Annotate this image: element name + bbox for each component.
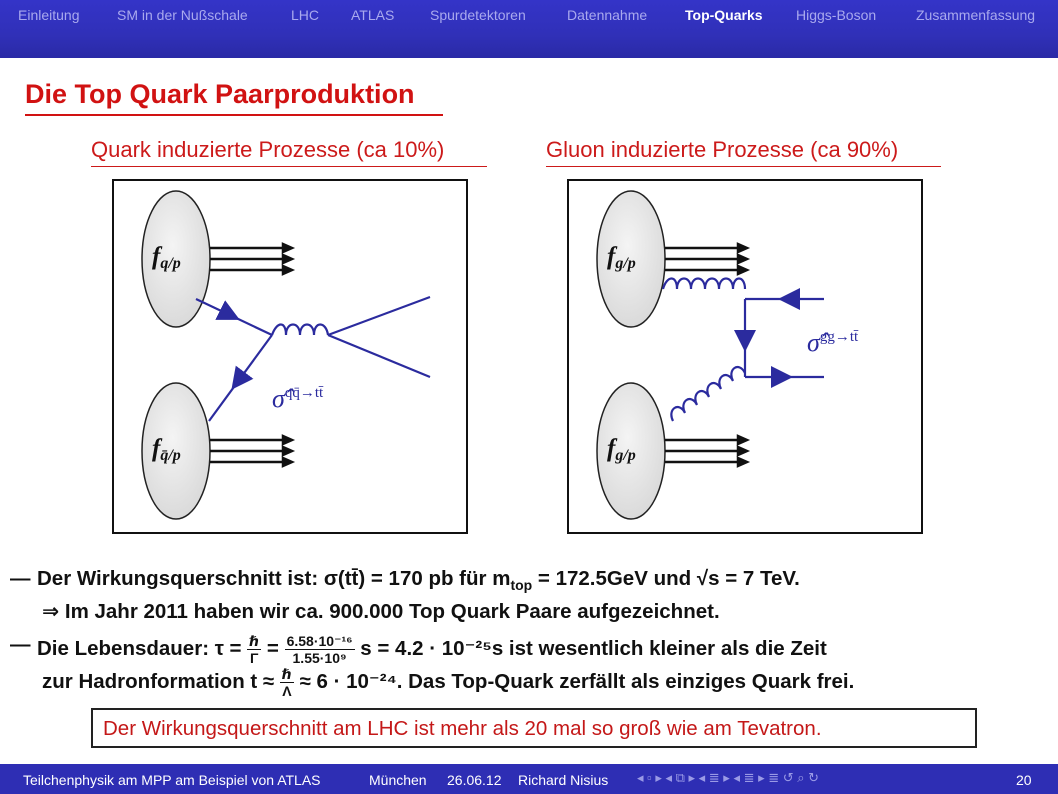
bullet-dash: — — [10, 567, 31, 590]
gluon-propagator — [272, 325, 328, 336]
beamer-navigation-icons[interactable]: ◂ ▫ ▸ ◂ ⧉ ▸ ◂ ≣ ▸ ◂ ≣ ▸ ≣ ↺ ⌕ ↻ — [637, 770, 820, 785]
line1-text: Der Wirkungsquerschnitt ist: σ(tt̄) = 170 pb für $m_{top} = 172.5GeV$ und √s = 7 TeV. — [37, 567, 800, 594]
hbar-over-lambda: $\frac{\text{ℏ}}{\Lambda}$ — [281, 666, 292, 699]
quark-induced-diagram — [112, 179, 468, 534]
cross-section-label: σ̂$^{gg\to tt̄}$ — [807, 328, 859, 357]
cross-section-label: σ̂$^{qq̄\to tt̄}$ — [272, 384, 324, 413]
nav-item-zusammenfassung[interactable]: Zusammenfassung — [916, 7, 1036, 23]
pdf-label-bottom: fq̄/p — [152, 435, 181, 464]
footer-talk-title: Teilchenphysik am MPP am Beispiel von ATLAS — [23, 772, 321, 788]
nav-item-atlas[interactable]: ATLAS — [351, 7, 395, 23]
footer-bar — [0, 764, 1058, 794]
nav-item-higgs-boson[interactable]: Higgs-Boson — [796, 7, 877, 23]
line2-text: ⇒ Im Jahr 2011 haben wir ca. 900.000 Top Quark Paare aufgezeichnet. — [42, 600, 720, 623]
nav-item-lhc[interactable]: LHC — [291, 7, 320, 23]
gluon-feynman-svg — [569, 181, 921, 532]
footer-date: 26.06.12 — [447, 772, 502, 788]
nav-item-datennahme[interactable]: Datennahme — [567, 7, 648, 23]
section-navigation — [0, 0, 1058, 58]
gluon-induced-diagram — [567, 179, 923, 534]
slide-title: Die Top Quark Paarproduktion — [25, 79, 415, 109]
nav-item-einleitung[interactable]: Einleitung — [18, 7, 80, 23]
footer-author: Richard Nisius — [518, 772, 609, 788]
gluon-top — [663, 279, 745, 290]
bullet-dash: — — [10, 633, 31, 656]
highlight-box — [91, 708, 977, 748]
page-number: 20 — [1016, 772, 1032, 788]
right-heading: Gluon induzierte Prozesse (ca 90%) — [546, 137, 899, 162]
spectator-arrows-top — [665, 244, 747, 274]
pdf-label-top: fg/p — [607, 243, 636, 272]
gluon-bottom — [671, 367, 745, 421]
hbar-over-gamma: $\frac{\text{ℏ}}{\Gamma}$ — [249, 633, 260, 666]
pdf-label-bottom: fg/p — [607, 435, 636, 464]
spectator-arrows-top — [210, 244, 292, 274]
quark-lines — [196, 297, 430, 421]
title-underline — [25, 114, 443, 116]
line3-text: Die Lebensdauer: τ = $\frac{\text{ℏ}}{\Gamma}$ = $\frac{\text{6.58·10⁻¹⁶}}{\text{1.55·10⁹}}$ s = 4.2 · 10⁻²⁵s ist wesentlich kleiner als die Zeit — [37, 633, 827, 666]
quark-feynman-svg — [114, 181, 466, 532]
pdf-label-top: fq/p — [152, 243, 181, 272]
line4-text: zur Hadronformation t ≈ $\frac{\text{ℏ}}{\Lambda}$ ≈ 6 · 10⁻²⁴. Das Top-Quark zerfällt als einziges Quark frei. — [42, 666, 855, 699]
nav-item-spurdetektoren[interactable]: Spurdetektoren — [430, 7, 526, 23]
left-heading: Quark induzierte Prozesse (ca 10%) — [91, 137, 445, 162]
spectator-arrows-bottom — [665, 436, 747, 466]
spectator-arrows-bottom — [210, 436, 292, 466]
right-heading-underline — [546, 166, 941, 167]
footer-place: München — [369, 772, 427, 788]
nav-item-sm[interactable]: SM in der Nußschale — [117, 7, 248, 23]
nav-item-top-quarks[interactable]: Top-Quarks — [685, 7, 763, 23]
gluon-lines — [663, 279, 824, 422]
left-heading-underline — [91, 166, 487, 167]
highlight-text: Der Wirkungsquerschnitt am LHC ist mehr als 20 mal so groß wie am Tevatron. — [103, 717, 822, 740]
lifetime-fraction: $\frac{\text{6.58·10⁻¹⁶}}{\text{1.55·10⁹}}$ — [286, 633, 353, 666]
